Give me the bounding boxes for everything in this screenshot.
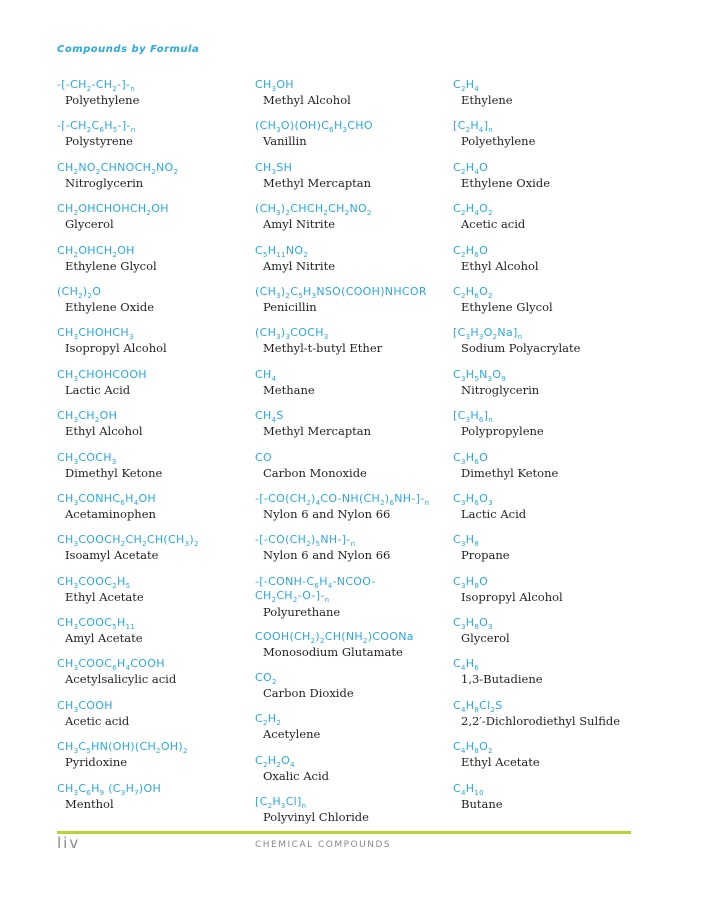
compound-name: Glycerol <box>461 631 510 646</box>
compound-formula: $C_3H_6O_3$ <box>453 491 493 508</box>
compound-entry <box>255 161 450 202</box>
compound-entry <box>453 782 648 823</box>
compound-entry <box>255 368 450 409</box>
compound-formula: $CH_3COOC_5H_{11}$ <box>57 616 136 632</box>
compound-formula: $(CH_3)_2CHCH_2CH_2NO_2$ <box>255 202 372 218</box>
compound-entry <box>57 119 252 160</box>
compound-name: Vanillin <box>263 134 307 149</box>
compound-name: Dimethyl Ketone <box>65 465 163 480</box>
compound-formula: $CH_3COOCH_2CH_2CH(CH_3)_2$ <box>57 533 199 549</box>
compound-name: Nylon 6 and Nylon 66 <box>263 548 391 563</box>
footer-title: CHEMICAL COMPOUNDS <box>255 840 392 850</box>
compound-formula: $CH_2OHCHOHCH_2OH$ <box>57 202 169 218</box>
compound-name: Ethylene Oxide <box>461 175 551 190</box>
compound-name: Ethylene <box>461 93 513 107</box>
compound-entry <box>453 409 648 450</box>
compound-entry <box>255 202 450 243</box>
compound-formula: $C_3H_8O_3$ <box>453 616 493 632</box>
compound-formula: $C_3H_8O$ <box>453 574 489 590</box>
compound-entry <box>453 699 648 740</box>
compound-name: Lactic Acid <box>461 506 527 521</box>
compound-name: Penicillin <box>263 299 317 314</box>
compound-formula: CO <box>255 450 272 464</box>
compound-entry <box>57 657 252 698</box>
compound-entry <box>57 244 252 285</box>
compound-formula: $CH_3C_5HN(OH)(CH_2OH)_2$ <box>57 740 188 756</box>
compound-entry <box>453 575 648 616</box>
compound-entry <box>57 285 252 326</box>
compound-formula: $CH_3COOC_2H_5$ <box>57 574 131 590</box>
compound-entry <box>255 326 450 367</box>
compound-name: 2,2′-Dichlorodiethyl Sulfide <box>461 713 621 728</box>
compound-name: Acetylsalicylic acid <box>65 672 177 687</box>
compound-formula: $C_2H_6O$ <box>453 243 489 259</box>
compound-name: Isopropyl Alcohol <box>461 589 563 604</box>
compound-entry <box>57 409 252 450</box>
compound-name: Nylon 6 and Nylon 66 <box>263 506 391 521</box>
compound-name: Isopropyl Alcohol <box>65 341 167 356</box>
compound-entry <box>255 533 450 574</box>
compound-name: Ethyl Alcohol <box>461 258 539 273</box>
compound-formula: $-[-CONH-C_6H_4-NCOO-$ $CH_2CH_2-O-]-_n$ <box>255 574 376 604</box>
compound-name: Polyethylene <box>65 93 140 107</box>
compound-entry <box>57 782 252 823</box>
compound-name: Glycerol <box>65 217 114 232</box>
compound-name: Amyl Nitrite <box>263 258 336 273</box>
compound-name: Dimethyl Ketone <box>461 465 559 480</box>
compound-entry <box>453 657 648 698</box>
compound-formula: $(CH_3)_3COCH_3$ <box>255 326 329 342</box>
compound-formula: $C_2H_2$ <box>255 712 282 728</box>
compound-entry <box>57 78 252 119</box>
compound-formula: $C_4H_8Cl_2S$ <box>453 698 503 715</box>
compound-formula: $C_2H_2O_4$ <box>255 753 295 770</box>
compound-entry <box>453 492 648 533</box>
compound-formula: $CO_2$ <box>255 671 277 687</box>
compound-name: Methyl Mercaptan <box>263 424 372 439</box>
compound-entry <box>453 740 648 781</box>
compound-entry <box>255 451 450 492</box>
compound-name: Polystyrene <box>65 134 133 149</box>
compound-entry <box>255 671 450 712</box>
compound-entry <box>255 119 450 160</box>
compound-entry <box>57 202 252 243</box>
compound-entry <box>57 451 252 492</box>
compound-name: 1,3-Butadiene <box>461 672 543 687</box>
compound-formula: $-[-CO(CH_2)_5NH-]-_n$ <box>255 533 356 549</box>
page-number: liv <box>57 834 81 852</box>
compound-name: Nitroglycerin <box>461 382 540 397</box>
compound-entry <box>57 575 252 616</box>
compound-formula: $CH_4$ <box>255 367 277 383</box>
compound-name: Carbon Monoxide <box>263 465 367 480</box>
compound-formula: $COOH(CH_2)_2CH(NH_2)COONa$ <box>255 629 414 645</box>
compound-entry <box>255 630 450 671</box>
compound-entry <box>255 244 450 285</box>
compound-name: Sodium Polyacrylate <box>461 341 581 356</box>
compound-entry <box>255 285 450 326</box>
compound-formula: $CH_3OH$ <box>255 78 294 94</box>
compound-entry <box>57 368 252 409</box>
compound-name: Methyl Alcohol <box>263 93 351 107</box>
compound-formula: $C_4H_8O_2$ <box>453 740 493 756</box>
compound-entry <box>57 699 252 740</box>
compound-name: Acetic acid <box>65 713 130 728</box>
compound-entry <box>453 202 648 243</box>
compound-column-1 <box>57 78 252 823</box>
compound-name: Polyvinyl Chloride <box>263 810 369 825</box>
compound-formula: $(CH_2)_2O$ <box>57 284 102 301</box>
compound-name: Amyl Nitrite <box>263 217 336 232</box>
compound-formula: $CH_3CHOHCH_3$ <box>57 326 134 342</box>
compound-entry <box>453 119 648 160</box>
compound-formula: $CH_3SH$ <box>255 160 293 176</box>
compound-formula: $[C_3H_3O_2Na]_n$ <box>453 326 523 342</box>
compound-entry <box>255 492 450 533</box>
compound-formula: $C_2H_4$ <box>453 78 480 94</box>
compound-name: Acetic acid <box>461 217 526 232</box>
compound-name: Methane <box>263 382 315 397</box>
compound-formula: $C_3H_6O$ <box>453 450 489 466</box>
compound-formula: $(CH_3O)(OH)C_6H_3CHO$ <box>255 119 373 135</box>
compound-name: Carbon Dioxide <box>263 686 354 701</box>
compound-formula: $C_4H_6$ <box>453 657 480 673</box>
compound-entry <box>453 368 648 409</box>
compound-formula: $CH_3C_6H_9$ $(C_3H_7)OH$ <box>57 781 162 797</box>
compound-name: Menthol <box>65 796 114 811</box>
compound-formula: $CH_3CHOHCOOH$ <box>57 367 147 383</box>
compound-formula: $CH_3CONHC_6H_4OH$ <box>57 491 156 508</box>
running-title: Compounds by Formula <box>57 44 200 55</box>
compound-formula: $C_5H_{11}NO_2$ <box>255 243 309 259</box>
compound-entry <box>255 712 450 753</box>
compound-formula: $CH_3COOH$ <box>57 698 113 715</box>
compound-entry <box>57 326 252 367</box>
compound-name: Isoamyl Acetate <box>65 548 159 563</box>
compound-entry <box>453 533 648 574</box>
compound-name: Polyethylene <box>461 134 536 149</box>
compound-entry <box>255 409 450 450</box>
compound-name: Acetylene <box>263 727 321 742</box>
compound-column-2 <box>255 78 450 837</box>
compound-entry <box>57 616 252 657</box>
compound-name: Methyl Mercaptan <box>263 175 372 190</box>
compound-formula: $CH_2OHCH_2OH$ <box>57 243 135 259</box>
compound-entry <box>255 575 450 630</box>
compound-formula: $C_2H_6O_2$ <box>453 284 493 301</box>
compound-name: Ethyl Alcohol <box>65 424 143 439</box>
compound-formula: $CH_4S$ <box>255 409 284 425</box>
compound-formula: $C_2H_4O$ <box>453 160 489 176</box>
compound-formula: $CH_2NO_2CHNOCH_2NO_2$ <box>57 160 179 176</box>
compound-formula: $C_2H_4O_2$ <box>453 202 493 218</box>
compound-name: Ethylene Glycol <box>65 258 157 273</box>
compound-name: Polyurethane <box>263 604 341 619</box>
compound-name: Acetaminophen <box>65 506 156 521</box>
compound-entry <box>255 754 450 795</box>
compound-formula: $-[-CH_2-CH_2-]-_n$ <box>57 78 135 94</box>
compound-entry <box>255 78 450 119</box>
compound-name: Amyl Acetate <box>65 631 143 646</box>
compound-name: Nitroglycerin <box>65 175 144 190</box>
compound-entry <box>453 285 648 326</box>
compound-formula: $CH_3COOC_6H_4COOH$ <box>57 657 165 673</box>
compound-formula: $-[-CO(CH_2)_4CO-NH(CH_2)_6NH-]-_n$ <box>255 491 430 508</box>
compound-column-3 <box>453 78 648 823</box>
compound-formula: $(CH_3)_2C_5H_3NSO(COOH)NHCOR$ <box>255 284 427 301</box>
compound-formula: $CH_3CH_2OH$ <box>57 409 118 425</box>
compound-entry <box>453 326 648 367</box>
compound-entry <box>453 244 648 285</box>
compound-name: Ethylene Oxide <box>65 299 155 314</box>
compound-name: Ethylene Glycol <box>461 299 553 314</box>
compound-name: Butane <box>461 796 503 811</box>
compound-entry <box>57 492 252 533</box>
compound-entry <box>453 616 648 657</box>
compound-name: Methyl-t-butyl Ether <box>263 341 383 356</box>
compound-entry <box>453 161 648 202</box>
compound-entry <box>453 451 648 492</box>
compound-formula: $[C_2H_3Cl]_n$ <box>255 795 307 811</box>
compound-entry <box>453 78 648 119</box>
compound-name: Pyridoxine <box>65 755 128 770</box>
compound-name: Ethyl Acetate <box>65 589 144 604</box>
compound-entry <box>57 161 252 202</box>
compound-name: Ethyl Acetate <box>461 755 540 770</box>
compound-name: Lactic Acid <box>65 382 131 397</box>
footer-rule <box>57 831 631 834</box>
compound-name: Propane <box>461 548 510 563</box>
compound-entry <box>57 533 252 574</box>
compound-name: Monosodium Glutamate <box>263 644 403 659</box>
compound-name: Polypropylene <box>461 424 544 439</box>
compound-formula: $-[-CH_2C_6H_5-]-_n$ <box>57 119 136 135</box>
compound-formula: $[C_3H_6]_n$ <box>453 409 494 425</box>
compound-entry <box>57 740 252 781</box>
compound-formula: $C_3H_8$ <box>453 533 480 549</box>
compound-name: Oxalic Acid <box>263 768 330 783</box>
compound-formula: $[C_2H_4]_n$ <box>453 119 494 135</box>
compound-formula: $C_3H_5N_3O_9$ <box>453 367 507 383</box>
compound-formula: $CH_3COCH_3$ <box>57 450 117 466</box>
compound-formula: $C_4H_{10}$ <box>453 781 484 797</box>
